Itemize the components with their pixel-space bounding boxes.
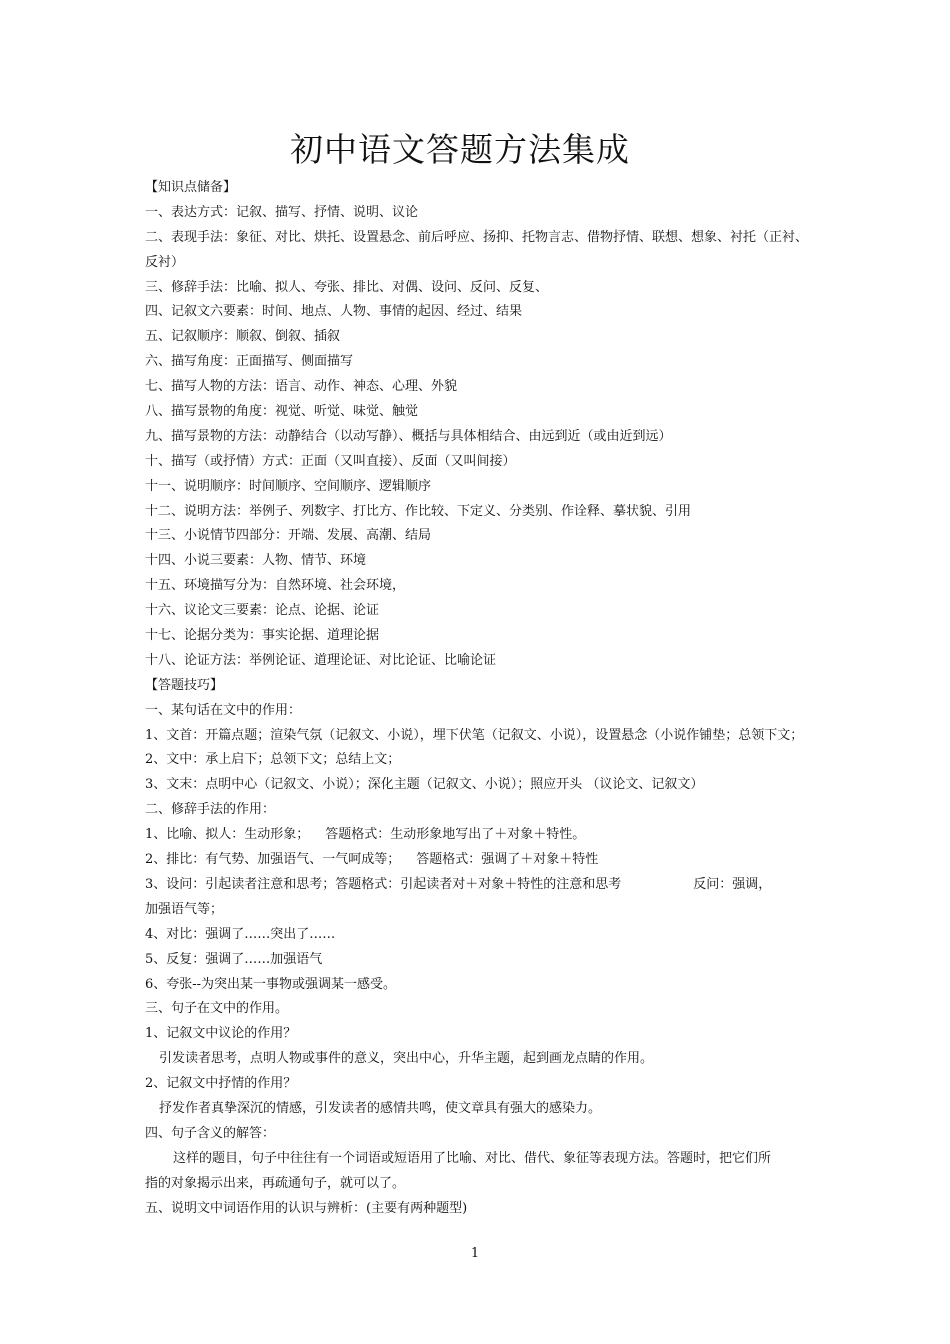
- text-line: 抒发作者真挚深沉的情感，引发读者的感情共鸣，使文章具有强大的感染力。: [159, 1100, 602, 1116]
- text-segment: 答题格式：强调了＋对象＋特性: [416, 852, 599, 868]
- text-line: 引发读者思考，点明人物或事件的意义，突出中心，升华主题，起到画龙点睛的作用。: [159, 1051, 654, 1067]
- text-line: 十七、论据分类为：事实论据、道理论据: [145, 628, 380, 644]
- page-number: 1: [470, 1246, 480, 1261]
- text-line: 加强语气等；: [145, 901, 224, 917]
- text-line: 九、描写景物的方法：动静结合（以动写静）、概括与具体相结合、由远到近（或由近到远）: [145, 428, 672, 444]
- text-line: 4、对比：强调了……突出了……: [145, 926, 336, 942]
- text-line: 七、描写人物的方法：语言、动作、神态、心理、外貌: [145, 379, 458, 395]
- text-line: 指的对象揭示出来，再疏通句子，就可以了。: [145, 1175, 406, 1191]
- text-line: 这样的题目，句子中往往有一个词语或短语用了比喻、对比、借代、象征等表现方法。答题时，把它们所: [173, 1150, 772, 1166]
- text-line: 十六、议论文三要素：论点、论据、论证: [145, 603, 380, 619]
- text-line: [145, 873, 813, 898]
- text-line: 6、夸张--为突出某一事物或强调某一感受。: [145, 976, 397, 992]
- text-line: 2、文中：承上启下；总领下文；总结上文；: [145, 752, 401, 768]
- text-line: 四、记叙文六要素：时间、地点、人物、事情的起因、经过、结果: [145, 304, 523, 320]
- text-line: 1、文首：开篇点题；渲染气氛（记叙文、小说），埋下伏笔（记叙文、小说），设置悬念（小说作铺垫；总领下文；: [145, 727, 804, 743]
- text-line: 六、描写角度：正面描写、侧面描写: [145, 354, 354, 370]
- text-line: 二、表现手法：象征、对比、烘托、设置悬念、前后呼应、扬抑、托物言志、借物抒情、联想、想象、衬托（正衬、: [145, 229, 809, 245]
- text-line: 十四、小说三要素：人物、情节、环境: [145, 553, 367, 569]
- text-line: 三、修辞手法：比喻、拟人、夸张、排比、对偶、设问、反问、反复、: [145, 279, 549, 295]
- text-line: 5、反复：强调了……加强语气: [145, 951, 323, 967]
- text-line: 四、句子含义的解答：: [145, 1125, 276, 1141]
- text-line: 3、文末：点明中心（记叙文、小说）；深化主题（记叙文、小说）；照应开头 （议论文、记叙文）: [145, 777, 704, 793]
- text-line: 一、某句话在文中的作用：: [145, 702, 302, 718]
- text-line: 八、描写景物的角度：视觉、听觉、味觉、触觉: [145, 404, 419, 420]
- text-segment: 2、排比：有气势、加强语气、一气呵成等；: [145, 852, 401, 868]
- text-segment: 1、比喻、拟人：生动形象；: [145, 827, 310, 843]
- text-line: 2、记叙文中抒情的作用？: [145, 1076, 297, 1092]
- text-segment: 3、设问：引起读者注意和思考；答题格式：引起读者对＋对象＋特性的注意和思考: [145, 876, 622, 892]
- text-line: 二、修辞手法的作用：: [145, 802, 276, 818]
- text-segment: 答题格式：生动形象地写出了＋对象＋特性。: [325, 827, 586, 843]
- text-line: 三、句子在文中的作用。: [145, 1001, 289, 1017]
- text-line: 十五、环境描写分为：自然环境、社会环境，: [145, 578, 406, 594]
- text-line: 五、说明文中词语作用的认识与辨析：(主要有两种题型): [145, 1200, 468, 1216]
- text-line: [145, 848, 813, 873]
- section-heading-knowledge: 【知识点储备】: [145, 180, 237, 195]
- document-body: [145, 176, 813, 1221]
- text-line: 一、表达方式：记叙、描写、抒情、说明、议论: [145, 204, 419, 220]
- text-line: 十三、小说情节四部分：开端、发展、高潮、结局: [145, 528, 432, 544]
- section-heading-techniques: 【答题技巧】: [145, 677, 224, 693]
- text-segment: 反问：强调，: [693, 876, 772, 892]
- text-line: 十、描写（或抒情）方式：正面（又叫直接）、反面（又叫间接）: [145, 453, 516, 469]
- page-title: 初中语文答题方法集成: [290, 130, 630, 169]
- text-line: 1、记叙文中议论的作用？: [145, 1026, 297, 1042]
- text-line: 五、记叙顺序：顺叙、倒叙、插叙: [145, 329, 341, 345]
- text-line: 十二、说明方法：举例子、列数字、打比方、作比较、下定义、分类别、作诠释、摹状貌、引用: [145, 503, 692, 519]
- text-line: [145, 823, 813, 848]
- text-line: 十八、论证方法：举例论证、道理论证、对比论证、比喻论证: [145, 652, 497, 668]
- text-line: 十一、说明顺序：时间顺序、空间顺序、逻辑顺序: [145, 478, 432, 494]
- text-line: 反衬）: [145, 254, 185, 270]
